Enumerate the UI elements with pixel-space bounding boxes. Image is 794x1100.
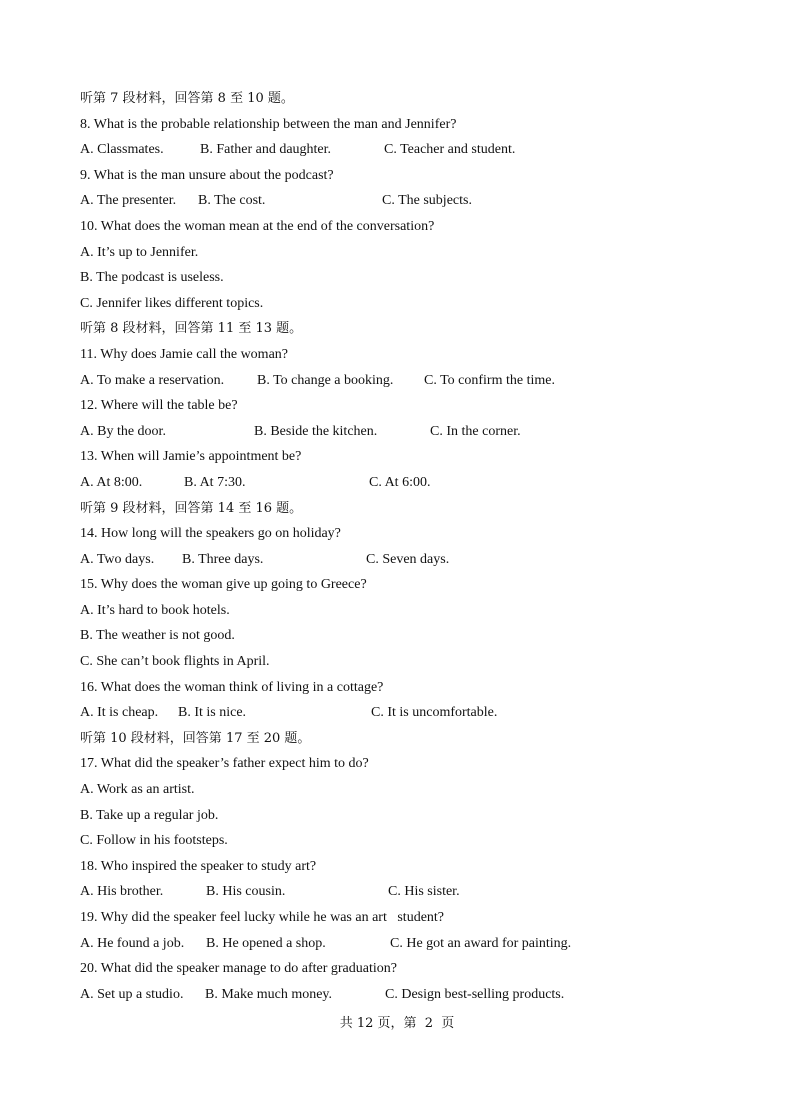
question-14: 14. How long will the speakers go on holiday? — [80, 526, 341, 542]
question-13: 13. When will Jamie’s appointment be? — [80, 449, 302, 465]
option-20-c: C. Design best-selling products. — [385, 986, 565, 1002]
option-13-a: A. At 8:00. — [80, 474, 143, 490]
option-17-b: B. Take up a regular job. — [80, 807, 219, 823]
options-8 — [80, 137, 740, 163]
option-9-b: B. The cost. — [198, 193, 266, 209]
option-16-a: A. It is cheap. — [80, 705, 159, 721]
option-11-a: A. To make a reservation. — [80, 372, 225, 388]
question-15: 15. Why does the woman give up going to Greece? — [80, 577, 367, 593]
option-18-c: C. His sister. — [388, 884, 460, 900]
option-13-c: C. At 6:00. — [369, 474, 431, 490]
options-11 — [80, 368, 740, 394]
options-12 — [80, 419, 740, 445]
option-17-c: C. Follow in his footsteps. — [80, 833, 228, 849]
option-8-b: B. Father and daughter. — [200, 142, 332, 158]
option-8-c: C. Teacher and student. — [384, 142, 516, 158]
option-14-c: C. Seven days. — [366, 551, 450, 567]
option-11-c: C. To confirm the time. — [424, 372, 555, 388]
option-15-a: A. It’s hard to book hotels. — [80, 602, 230, 618]
question-12: 12. Where will the table be? — [80, 398, 238, 414]
options-19 — [80, 931, 740, 957]
option-9-c: C. The subjects. — [382, 193, 472, 209]
question-8: 8. What is the probable relationship between the man and Jennifer? — [80, 116, 457, 132]
option-12-c: C. In the corner. — [430, 423, 521, 439]
option-19-a: A. He found a job. — [80, 935, 185, 951]
section-heading-9: 听第 9 段材料，回答第 14 至 16 题。 — [80, 500, 303, 516]
section-heading-8: 听第 8 段材料，回答第 11 至 13 题。 — [80, 321, 303, 337]
page-footer: 共 12 页，第 2 页 — [339, 1016, 455, 1031]
option-15-c: C. She can’t book flights in April. — [80, 654, 270, 670]
option-11-b: B. To change a booking. — [257, 372, 394, 388]
question-20: 20. What did the speaker manage to do after graduation? — [80, 961, 397, 977]
option-15-b: B. The weather is not good. — [80, 628, 235, 644]
question-18: 18. Who inspired the speaker to study art? — [80, 858, 317, 874]
question-10: 10. What does the woman mean at the end of the conversation? — [80, 218, 435, 234]
option-19-b: B. He opened a shop. — [206, 935, 326, 951]
option-16-b: B. It is nice. — [178, 705, 247, 721]
question-page — [80, 86, 740, 1007]
options-16 — [80, 700, 740, 726]
option-9-a: A. The presenter. — [80, 193, 177, 209]
option-18-b: B. His cousin. — [206, 884, 286, 900]
options-9 — [80, 188, 740, 214]
option-14-b: B. Three days. — [182, 551, 264, 567]
question-17: 17. What did the speaker’s father expect him to do? — [80, 756, 369, 772]
options-13 — [80, 470, 740, 496]
option-17-a: A. Work as an artist. — [80, 782, 195, 798]
option-10-c: C. Jennifer likes different topics. — [80, 295, 264, 311]
options-14 — [80, 547, 740, 573]
option-12-a: A. By the door. — [80, 423, 166, 439]
question-19: 19. Why did the speaker feel lucky while he was an art student? — [80, 910, 445, 925]
question-11: 11. Why does Jamie call the woman? — [80, 346, 288, 362]
option-12-b: B. Beside the kitchen. — [254, 423, 378, 439]
section-heading-10: 听第 10 段材料，回答第 17 至 20 题。 — [80, 730, 311, 746]
question-9: 9. What is the man unsure about the podcast? — [80, 167, 334, 183]
option-10-b: B. The podcast is useless. — [80, 270, 224, 286]
option-19-c: C. He got an award for painting. — [390, 935, 572, 951]
option-13-b: B. At 7:30. — [184, 474, 246, 490]
options-18 — [80, 879, 740, 905]
option-16-c: C. It is uncomfortable. — [371, 705, 498, 721]
option-20-a: A. Set up a studio. — [80, 986, 184, 1002]
options-20 — [80, 982, 740, 1008]
option-8-a: A. Classmates. — [80, 142, 164, 158]
option-14-a: A. Two days. — [80, 551, 155, 567]
option-18-a: A. His brother. — [80, 884, 164, 900]
section-heading-7: 听第 7 段材料，回答第 8 至 10 题。 — [80, 91, 294, 106]
option-20-b: B. Make much money. — [205, 986, 333, 1002]
option-10-a: A. It’s up to Jennifer. — [80, 244, 199, 260]
question-16: 16. What does the woman think of living in a cottage? — [80, 679, 384, 695]
